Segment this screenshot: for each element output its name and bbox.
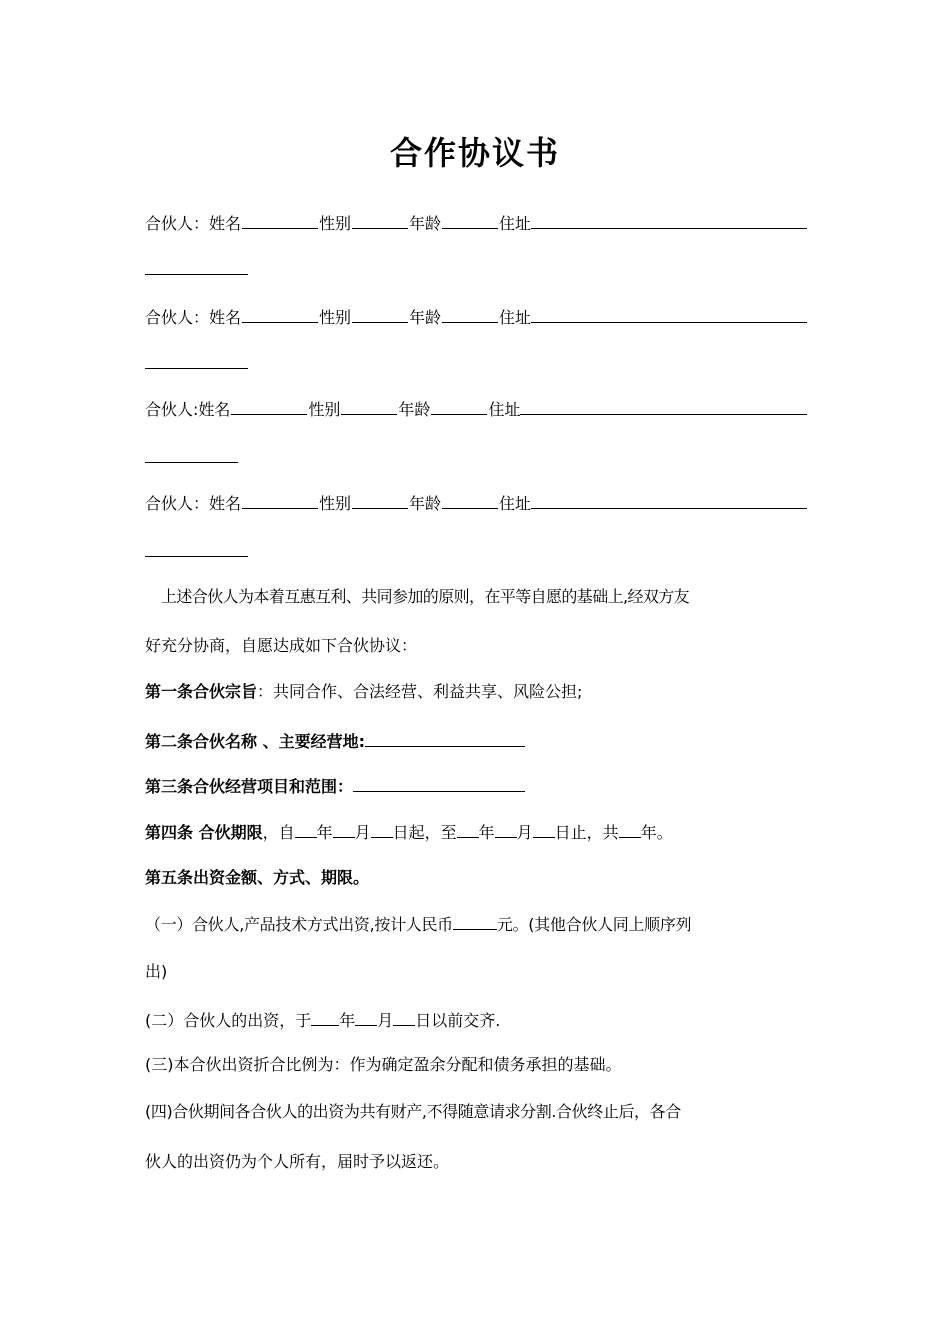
- name-blank: [242, 490, 318, 509]
- age-blank: [442, 304, 498, 323]
- article-3-title: 第三条合伙经营项目和范围：: [145, 777, 354, 796]
- age-blank: [442, 210, 498, 229]
- article-3: [145, 773, 807, 799]
- article-5-2-end: 日以前交齐.: [415, 1011, 501, 1030]
- partner-label: 合伙人：姓名: [145, 308, 242, 327]
- amount-blank: [453, 911, 497, 930]
- partner-row-3: [145, 396, 807, 422]
- start-day-blank: [371, 819, 393, 838]
- address-continuation-2: [145, 350, 807, 376]
- article-5-3: (三)本合伙出资折合比例为：作为确定盈余分配和债务承担的基础。: [145, 1055, 622, 1074]
- end-day-blank: [533, 819, 555, 838]
- article-1-text: ：共同合作、合法经营、利益共享、风险公担;: [257, 682, 583, 701]
- article-5-4-line-2: 伙人的出资仍为个人所有，届时予以返还。: [145, 1152, 450, 1171]
- article-2-title: 第二条合伙名称 、主要经营地:: [145, 732, 365, 751]
- address-continuation-4: [145, 538, 807, 564]
- partner-row-4: [145, 490, 807, 516]
- article-5-1-text-b: 元。(其他合伙人同上顺序列: [496, 915, 692, 934]
- partner-label: 合伙人：姓名: [145, 214, 242, 233]
- duration-end-label: 年。: [640, 823, 673, 842]
- gender-blank: [352, 210, 408, 229]
- day-start-label: 日起，至: [392, 823, 457, 842]
- intro-line-1: 上述合伙人为本着互惠互利、共同参加的原则，在平等自愿的基础上,经双方友: [161, 587, 690, 606]
- address-label: 住址: [499, 308, 532, 327]
- article-5-2: [145, 1007, 807, 1033]
- deadline-day-blank: [393, 1007, 415, 1026]
- gender-label: 性别: [319, 308, 352, 327]
- article-1-title: 第一条合伙宗旨: [145, 682, 258, 701]
- address-blank-cont: [145, 256, 248, 275]
- intro-line-2: 好充分协商，自愿达成如下合伙协议：: [145, 636, 418, 655]
- year-label: 年: [339, 1011, 356, 1030]
- article-5-title: 第五条出资金额、方式、期限。: [145, 868, 370, 887]
- article-3-blank: [353, 773, 525, 792]
- gender-label: 性别: [319, 494, 352, 513]
- article-2-blank: [365, 728, 525, 747]
- start-year-blank: [295, 819, 317, 838]
- duration-blank: [619, 819, 641, 838]
- day-end-label: 日止，共: [554, 823, 619, 842]
- article-5: [145, 866, 807, 890]
- deadline-month-blank: [355, 1007, 377, 1026]
- month-label: 月: [377, 1011, 394, 1030]
- name-blank: [242, 210, 318, 229]
- age-blank: [431, 396, 487, 415]
- article-4: [145, 819, 807, 845]
- month-label: 月: [354, 823, 371, 842]
- age-label: 年龄: [409, 494, 442, 513]
- end-year-blank: [457, 819, 479, 838]
- gender-blank: [352, 490, 408, 509]
- address-blank: [520, 396, 807, 415]
- partner-row-2: [145, 304, 807, 330]
- article-2: [145, 728, 807, 754]
- month-label: 月: [516, 823, 533, 842]
- partner-row-1: [145, 210, 807, 236]
- gender-label: 性别: [319, 214, 352, 233]
- article-5-1-line-1: [145, 911, 807, 937]
- article-4-title: 第四条 合伙期限: [145, 823, 263, 842]
- end-month-blank: [495, 819, 517, 838]
- address-blank-cont: [145, 538, 248, 557]
- document-title: 合作协议书: [389, 134, 560, 172]
- deadline-year-blank: [311, 1007, 339, 1026]
- age-label: 年龄: [398, 400, 431, 419]
- age-label: 年龄: [409, 308, 442, 327]
- address-label: 住址: [488, 400, 521, 419]
- address-blank: [531, 304, 807, 323]
- article-5-4-line-1: (四)合伙期间各合伙人的出资为共有财产,不得随意请求分割.合伙终止后，各合: [145, 1102, 681, 1121]
- article-5-1-text-a: （一）合伙人,产品技术方式出资,按计人民币: [145, 915, 453, 934]
- year-label: 年: [316, 823, 333, 842]
- address-label: 住址: [499, 494, 532, 513]
- gender-label: 性别: [308, 400, 341, 419]
- address-blank-cont: [145, 350, 248, 369]
- address-blank-cont: [145, 444, 238, 463]
- age-label: 年龄: [409, 214, 442, 233]
- year-label: 年: [478, 823, 495, 842]
- gender-blank: [352, 304, 408, 323]
- address-continuation-3: [145, 444, 807, 470]
- start-month-blank: [333, 819, 355, 838]
- address-blank: [531, 490, 807, 509]
- address-continuation-1: [145, 256, 807, 282]
- article-5-2-text: (二）合伙人的出资，于: [145, 1011, 312, 1030]
- gender-blank: [341, 396, 397, 415]
- age-blank: [442, 490, 498, 509]
- name-blank: [231, 396, 307, 415]
- name-blank: [242, 304, 318, 323]
- address-label: 住址: [499, 214, 532, 233]
- article-5-1-line-2: 出): [145, 962, 168, 981]
- partner-label: 合伙人:姓名: [145, 400, 231, 419]
- article-4-text-from: ，自: [262, 823, 295, 842]
- partner-label: 合伙人：姓名: [145, 494, 242, 513]
- address-blank: [531, 210, 807, 229]
- article-1: [145, 680, 807, 704]
